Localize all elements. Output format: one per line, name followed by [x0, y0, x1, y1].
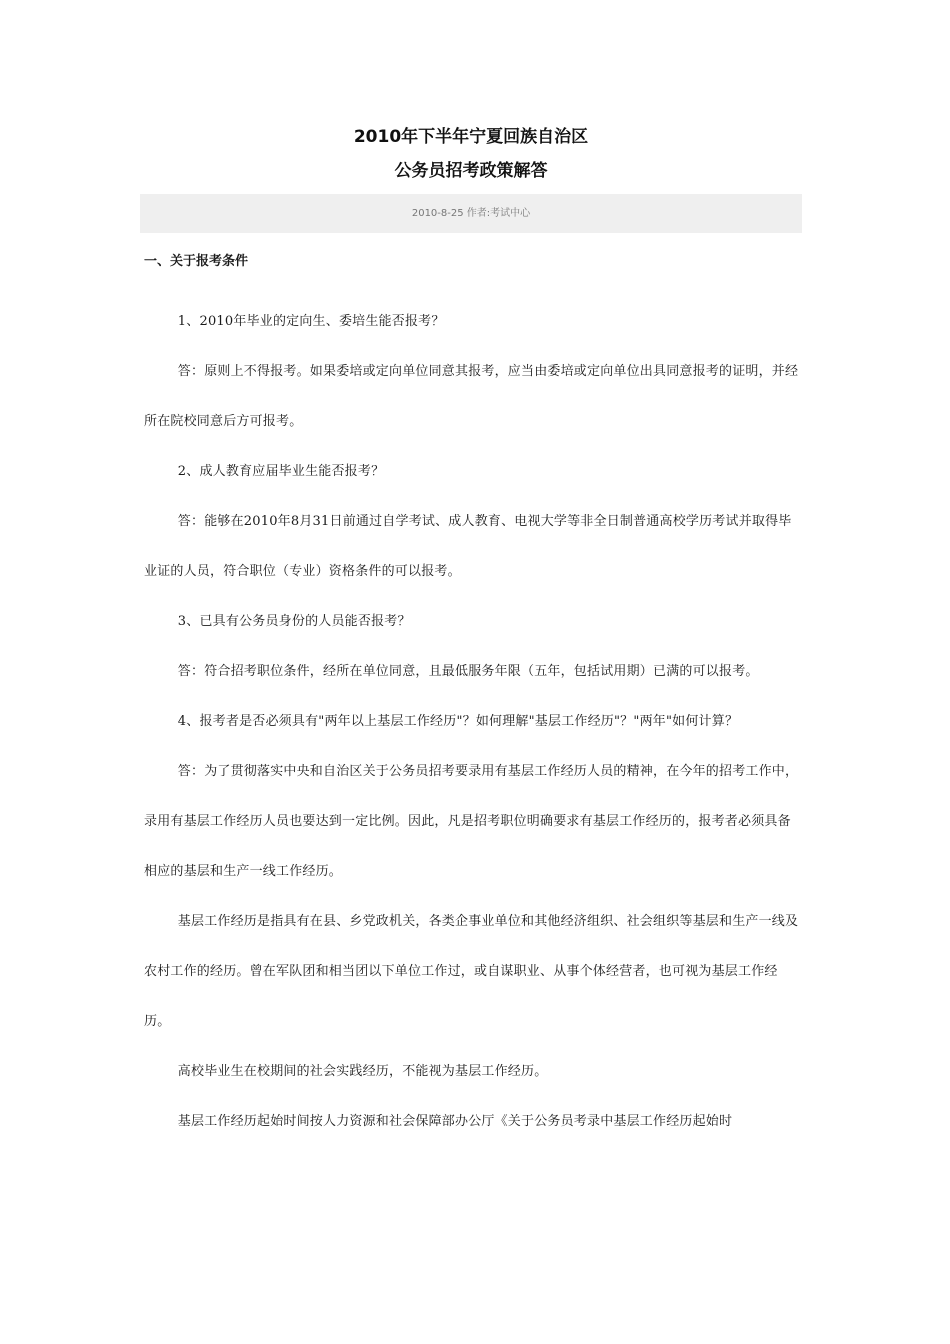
question-2: 2、成人教育应届毕业生能否报考？ — [177, 464, 385, 479]
article-body — [140, 247, 802, 1147]
question-3: 3、已具有公务员身份的人员能否报考？ — [177, 614, 411, 629]
paragraph-student-practice: 高校毕业生在校期间的社会实践经历，不能视为基层工作经历。 — [177, 1064, 548, 1079]
document-page — [140, 0, 802, 1147]
question-1: 1、2010年毕业的定向生、委培生能否报考？ — [177, 314, 445, 329]
page-title: 2010年下半年宁夏回族自治区 — [353, 127, 589, 147]
page-subtitle: 公务员招考政策解答 — [394, 161, 548, 181]
question-4: 4、报考者是否必须具有"两年以上基层工作经历"？如何理解"基层工作经历"？"两年"如何计算？ — [177, 714, 739, 729]
meta-info-bar — [140, 194, 802, 233]
paragraph-grassroots-definition: 基层工作经历是指具有在县、乡党政机关，各类企事业单位和其他经济组织、社会组织等基层和生产一线及农村工作的经历。曾在军队团和相当团以下单位工作过，或自谋职业、从事个体经营者，也可视为基层工作经历。 — [144, 914, 799, 1029]
answer-3: 答：符合招考职位条件，经所在单位同意，且最低服务年限（五年，包括试用期）已满的可以报考。 — [177, 664, 759, 679]
section-heading: 一、关于报考条件 — [144, 254, 249, 269]
meta-date-author: 2010-8-25 作者:考试中心 — [411, 208, 531, 219]
answer-2: 答：能够在2010年8月31日前通过自学考试、成人教育、电视大学等非全日制普通高校学历考试并取得毕业证的人员，符合职位（专业）资格条件的可以报考。 — [144, 514, 792, 579]
answer-1: 答：原则上不得报考。如果委培或定向单位同意其报考，应当由委培或定向单位出具同意报考的证明，并经所在院校同意后方可报考。 — [144, 364, 799, 429]
answer-4: 答：为了贯彻落实中央和自治区关于公务员招考要录用有基层工作经历人员的精神，在今年的招考工作中，录用有基层工作经历人员也要达到一定比例。因此，凡是招考职位明确要求有基层工作经历的，报考者必须具备相应的基层和生产一线工作经历。 — [144, 764, 799, 879]
paragraph-start-time: 基层工作经历起始时间按人力资源和社会保障部办公厅《关于公务员考录中基层工作经历起始时 — [177, 1114, 733, 1129]
